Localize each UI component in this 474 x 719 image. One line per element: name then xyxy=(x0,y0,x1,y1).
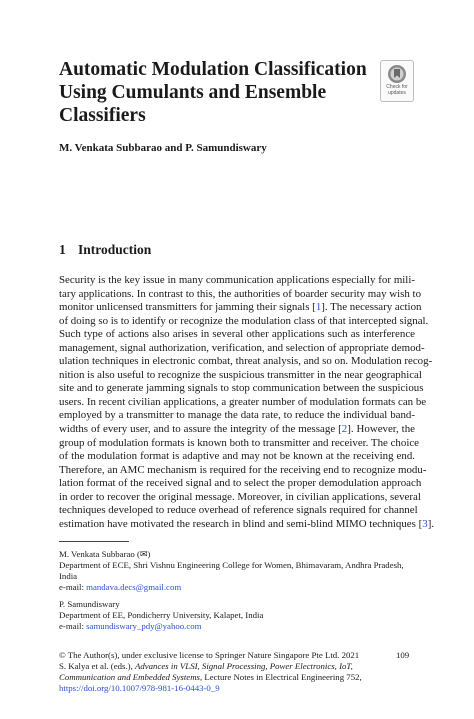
section-number: 1 xyxy=(59,242,66,257)
paragraph-line: of the modulation format is adaptive and may not be known at the receiving end. xyxy=(59,450,415,463)
badge-label xyxy=(386,85,407,96)
doi-link[interactable]: https://doi.org/10.1007/978-981-16-0443-0_9 xyxy=(59,683,220,693)
paragraph-line: site and to generate jamming signals to stop communication between the suspicious xyxy=(59,382,424,395)
badge-label-line: updates xyxy=(388,89,406,96)
section-heading xyxy=(59,242,151,258)
paragraph-line: Therefore, an AMC mechanism is required for the receiving end to recognize modu- xyxy=(59,463,427,476)
paragraph-line: Such type of actions also arises in several other applications such as interference xyxy=(59,328,415,341)
footnote-country: India xyxy=(59,571,78,581)
paragraph-line: Security is the key issue in many communication applications especially for mili- xyxy=(59,274,415,286)
body-paragraph xyxy=(59,274,435,531)
email-link[interactable]: mandava.decs@gmail.com xyxy=(86,582,182,592)
paragraph-line: nition is also useful to recognize the suspicious transmitter in the near geographical xyxy=(59,368,422,381)
paragraph-line: employed by a transmitter to manage the data rate, to reduce the individual band- xyxy=(59,409,415,422)
citation-line xyxy=(59,672,419,683)
paragraph-line: management, signal authorization, verification, and selection of appropriate demod- xyxy=(59,341,425,354)
citation-ref[interactable]: 2 xyxy=(341,423,348,436)
paragraph-line: estimation have motivated the research in blind and semi-blind MIMO techniques [3]. xyxy=(59,517,435,530)
citation-ref[interactable]: 1 xyxy=(315,301,322,314)
footnote-affiliation: Department of EE, Pondicherry University, Kalapet, India xyxy=(59,610,264,620)
email-link[interactable]: samundiswary_pdy@yahoo.com xyxy=(86,621,202,631)
paragraph-line: users. In recent civilian applications, a greater number of modulation formats can be xyxy=(59,395,427,408)
copyright-block xyxy=(59,650,419,694)
chapter-title xyxy=(59,58,367,127)
citation-ref[interactable]: 3 xyxy=(422,517,428,530)
paragraph-line: lation format of the received signal and to select the proper demodulation approach xyxy=(59,477,422,490)
author-list: M. Venkata Subbarao and P. Samundiswary xyxy=(59,142,267,154)
email-label: e-mail: xyxy=(59,582,87,592)
paragraph-line: of doing so is to identify or recognize the modulation class of that intercepted signal. xyxy=(59,314,429,327)
page-number: 109 xyxy=(396,650,410,660)
paragraph-line: widths of every user, and to assure the integrity of the message [2]. However, the xyxy=(59,423,415,436)
footnote-divider xyxy=(59,541,129,542)
chapter-title-line: Using Cumulants and Ensemble xyxy=(59,82,327,103)
check-for-updates-badge[interactable] xyxy=(380,60,414,102)
paragraph-line: ulation techniques in electronic combat, threat analysis, and so on. Modulation recog- xyxy=(59,355,433,368)
copyright-line: © The Author(s), under exclusive license to Springer Nature Singapore Pte Ltd. 2021 xyxy=(59,650,360,660)
chapter-title-line: Classifiers xyxy=(59,105,146,126)
citation-editors: S. Kalya et al. (eds.), xyxy=(59,661,135,671)
bookmark-icon xyxy=(387,64,407,84)
doi-line xyxy=(59,683,419,694)
book-title-cont: Communication and Embedded Systems xyxy=(59,672,200,682)
series-info: , Lecture Notes in Electrical Engineering 752, xyxy=(199,672,362,682)
footnote-author-name: M. Venkata Subbarao (✉) xyxy=(59,549,151,559)
email-label: e-mail: xyxy=(59,621,87,631)
footnote-email-line xyxy=(59,582,419,593)
paragraph-line: in order to recover the original message. Moreover, in civilian applications, several xyxy=(59,490,421,503)
book-title: Advances in VLSI, Signal Processing, Power Electronics, IoT, xyxy=(134,661,353,671)
paragraph-line: tary applications. In contrast to this, the authorities of boarder security may wish to xyxy=(59,287,422,300)
footnote-email-line xyxy=(59,621,419,632)
paragraph-line: monitor unlicensed transmitters for jamming their signals [1]. The necessary action xyxy=(59,301,422,314)
paragraph-line: techniques developed to reduce overhead of reference signals required for channel xyxy=(59,504,418,517)
citation-line xyxy=(59,661,419,672)
author-footnotes xyxy=(59,549,419,632)
paragraph-line: group of modulation formats is known both to transmitter and receiver. The choice xyxy=(59,436,420,449)
section-title: Introduction xyxy=(78,242,152,257)
chapter-title-line: Automatic Modulation Classification xyxy=(59,59,367,80)
footnote-affiliation: Department of ECE, Shri Vishnu Engineering College for Women, Bhimavaram, Andhra Pradesh, xyxy=(59,560,404,570)
footnote-author-name: P. Samundiswary xyxy=(59,599,120,609)
badge-label-line: Check for xyxy=(386,84,408,90)
